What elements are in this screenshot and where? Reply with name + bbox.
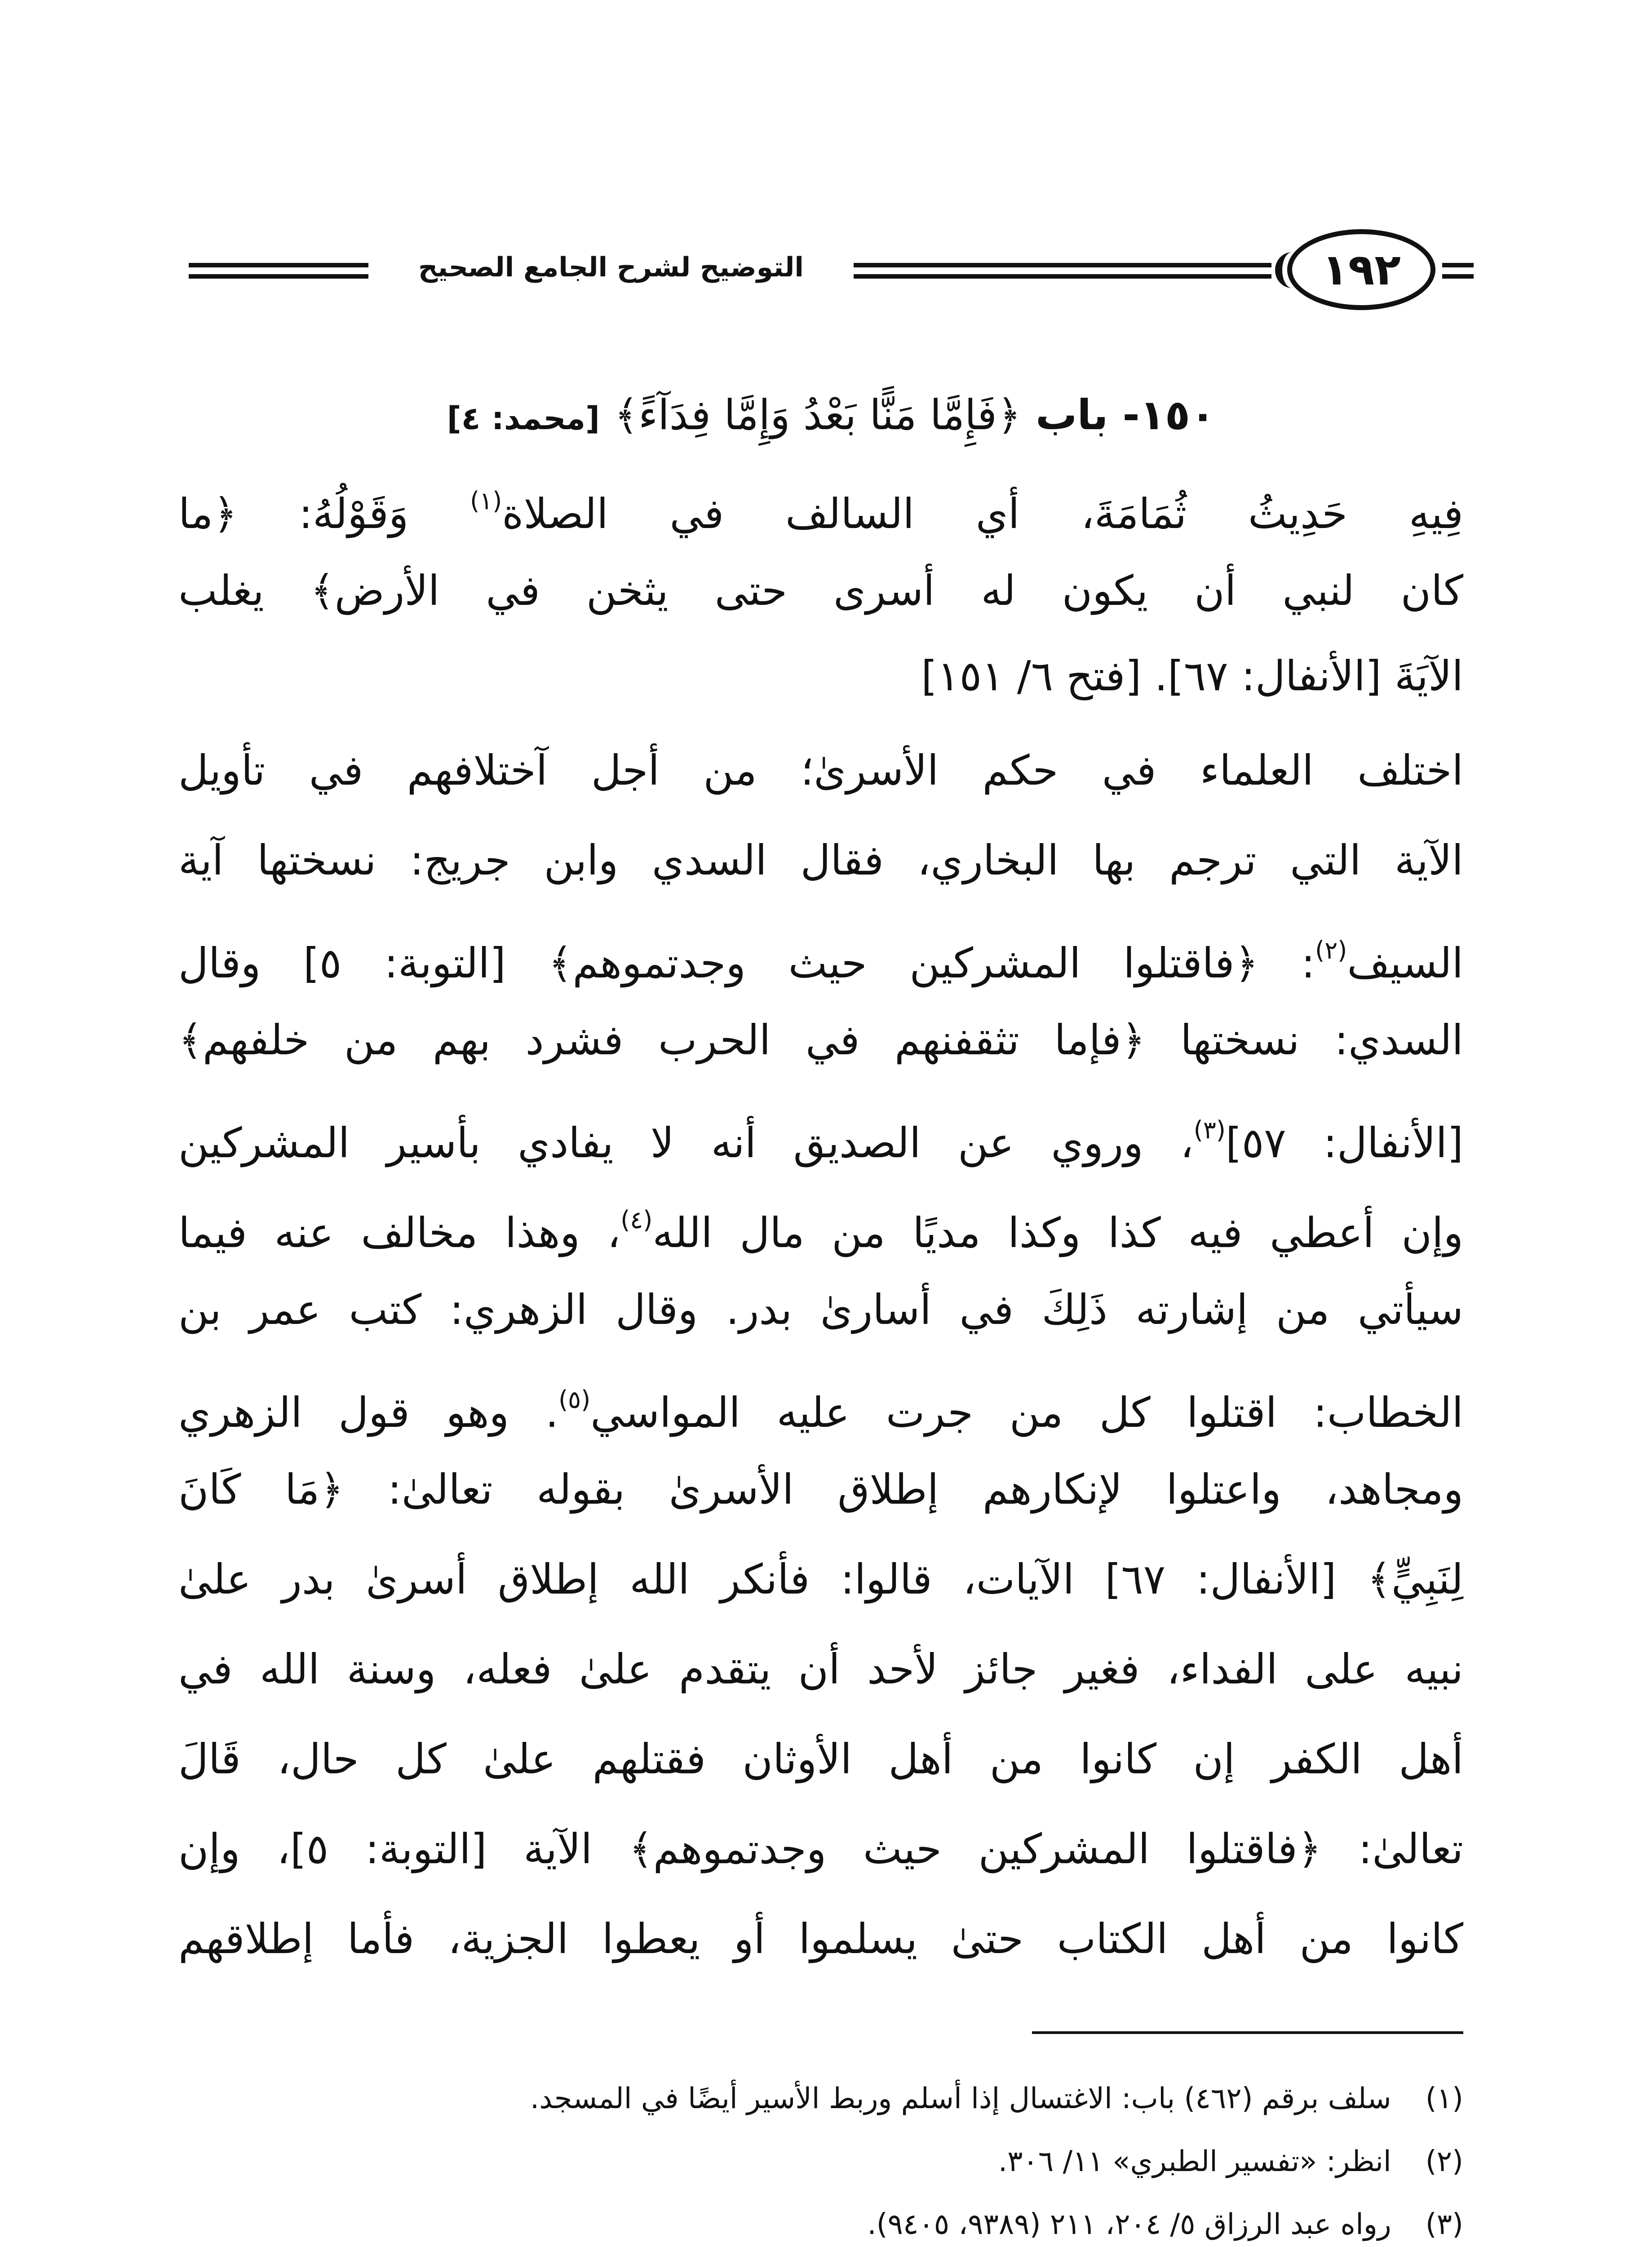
body-text: الخطاب: اقتلوا كل من جرت عليه المواسي <box>590 1389 1464 1437</box>
footnote-1 <box>178 2072 1463 2126</box>
body-line-10: لِنَبِيٍّ﴾ [الأنفال: ٦٧] الآيات، قالوا: فأنكر الله إطلاق أسرىٰ بدر علىٰ <box>178 1555 1463 1603</box>
footnote-3 <box>178 2198 1463 2247</box>
body-text: ، وروي عن الصديق أنه لا يفادي بأسير المشركين <box>178 1119 1194 1167</box>
header-rule-right-lower <box>1442 274 1474 279</box>
body-line-8 <box>178 1366 1463 1447</box>
header-rule-middle-lower <box>854 274 1271 279</box>
intro-line-2: كان لنبي أن يكون له أسرى حتى يثخن في الأرض﴾ يغلب <box>178 567 1463 615</box>
body-text: ، وهذا مخالف عنه فيما <box>178 1209 621 1257</box>
running-title: التوضيح لشرح الجامع الصحيح <box>418 252 804 283</box>
chapter-number: ١٥٠- <box>1122 391 1216 439</box>
body-text: [الأنفال: ٥٧] <box>1225 1119 1464 1167</box>
footnote-ref: (٢) <box>1315 936 1347 964</box>
footnote-number: (٢) <box>1425 2145 1463 2178</box>
body-line-13: تعالىٰ: ﴿فاقتلوا المشركين حيث وجدتموهم﴾ الآية [التوبة: ٥]، وإن <box>178 1825 1463 1873</box>
header-rule-left <box>189 263 368 267</box>
body-text: وإن أعطي فيه كذا وكذا مديًا من مال الله <box>652 1209 1463 1257</box>
footnote-ref: (١) <box>470 487 502 515</box>
intro-line-3: الآيَةَ [الأنفال: ٦٧]. [فتح ٦/ ١٥١] <box>921 652 1463 700</box>
body-text: : ﴿فاقتلوا المشركين حيث وجدتموهم﴾ [التوبة: ٥] وقال <box>178 939 1315 987</box>
header-rule-middle <box>854 263 1271 267</box>
header-rule-left-lower <box>189 274 368 279</box>
body-line-1: اختلف العلماء في حكم الأسرىٰ؛ من أجل آختلافهم في تأويل <box>178 746 1463 795</box>
footnote-2 <box>178 2135 1463 2189</box>
footnote-text: سلف برقم (٤٦٢) باب: الاغتسال إذا أسلم وربط الأسير أيضًا في المسجد. <box>530 2082 1391 2115</box>
body-line-3 <box>178 917 1463 997</box>
body-line-12: أهل الكفر إن كانوا من أهل الأوثان فقتلهم علىٰ كل حال، قَالَ <box>178 1735 1463 1783</box>
intro-line-1 <box>178 467 1463 548</box>
intro-text: فِيهِ حَدِيثُ ثُمَامَةَ، أي السالف في الصلاة <box>502 490 1463 538</box>
footnote-ref: (٤) <box>620 1206 653 1234</box>
intro-text: وَقَوْلُهُ: ﴿ما <box>178 490 470 538</box>
body-line-14: كانوا من أهل الكتاب حتىٰ يسلموا أو يعطوا الجزية، فأما إطلاقهم <box>178 1915 1463 1963</box>
footnote-text: رواه عبد الرزاق ٥/ ٢٠٤، ٢١١ (٩٣٨٩، ٩٤٠٥). <box>867 2208 1391 2241</box>
body-line-2: الآية التي ترجم بها البخاري، فقال السدي وابن جريج: نسختها آية <box>178 836 1463 884</box>
body-line-5 <box>178 1097 1463 1177</box>
body-text: . وهو قول الزهري <box>178 1389 559 1437</box>
footnote-text: انظر: «تفسير الطبري» ١١/ ٣٠٦. <box>998 2145 1391 2178</box>
footnote-number: (١) <box>1425 2082 1463 2115</box>
body-line-9: ومجاهد، واعتلوا لإنكارهم إطلاق الأسرىٰ بقوله تعالىٰ: ﴿مَا كَانَ <box>178 1465 1463 1514</box>
chapter-reference: [محمد: ٤] <box>447 400 600 437</box>
footnote-ref: (٥) <box>558 1386 591 1414</box>
footnote-separator <box>1032 2031 1463 2034</box>
page-number: ١٩٢ <box>1287 229 1435 310</box>
chapter-label: باب <box>1035 391 1108 439</box>
body-line-6 <box>178 1186 1463 1267</box>
body-line-11: نبيه على الفداء، فغير جائز لأحد أن يتقدم علىٰ فعله، وسنة الله في <box>178 1645 1463 1693</box>
footnote-ref: (٣) <box>1193 1116 1226 1144</box>
footnote-number: (٣) <box>1425 2208 1463 2241</box>
chapter-verse: ﴿فَإِمَّا مَنًّا بَعْدُ وَإِمَّا فِدَآءً﴾ <box>614 391 1021 439</box>
body-text: السيف <box>1347 939 1464 987</box>
header-rule-right <box>1442 263 1474 267</box>
body-line-4: السدي: نسختها ﴿فإما تثقفنهم في الحرب فشرد بهم من خلفهم﴾ <box>178 1016 1463 1064</box>
chapter-heading <box>189 391 1474 439</box>
body-line-7: سيأتي من إشارته ذَلِكَ في أسارىٰ بدر. وقال الزهري: كتب عمر بن <box>178 1286 1463 1334</box>
running-header <box>189 220 1474 328</box>
